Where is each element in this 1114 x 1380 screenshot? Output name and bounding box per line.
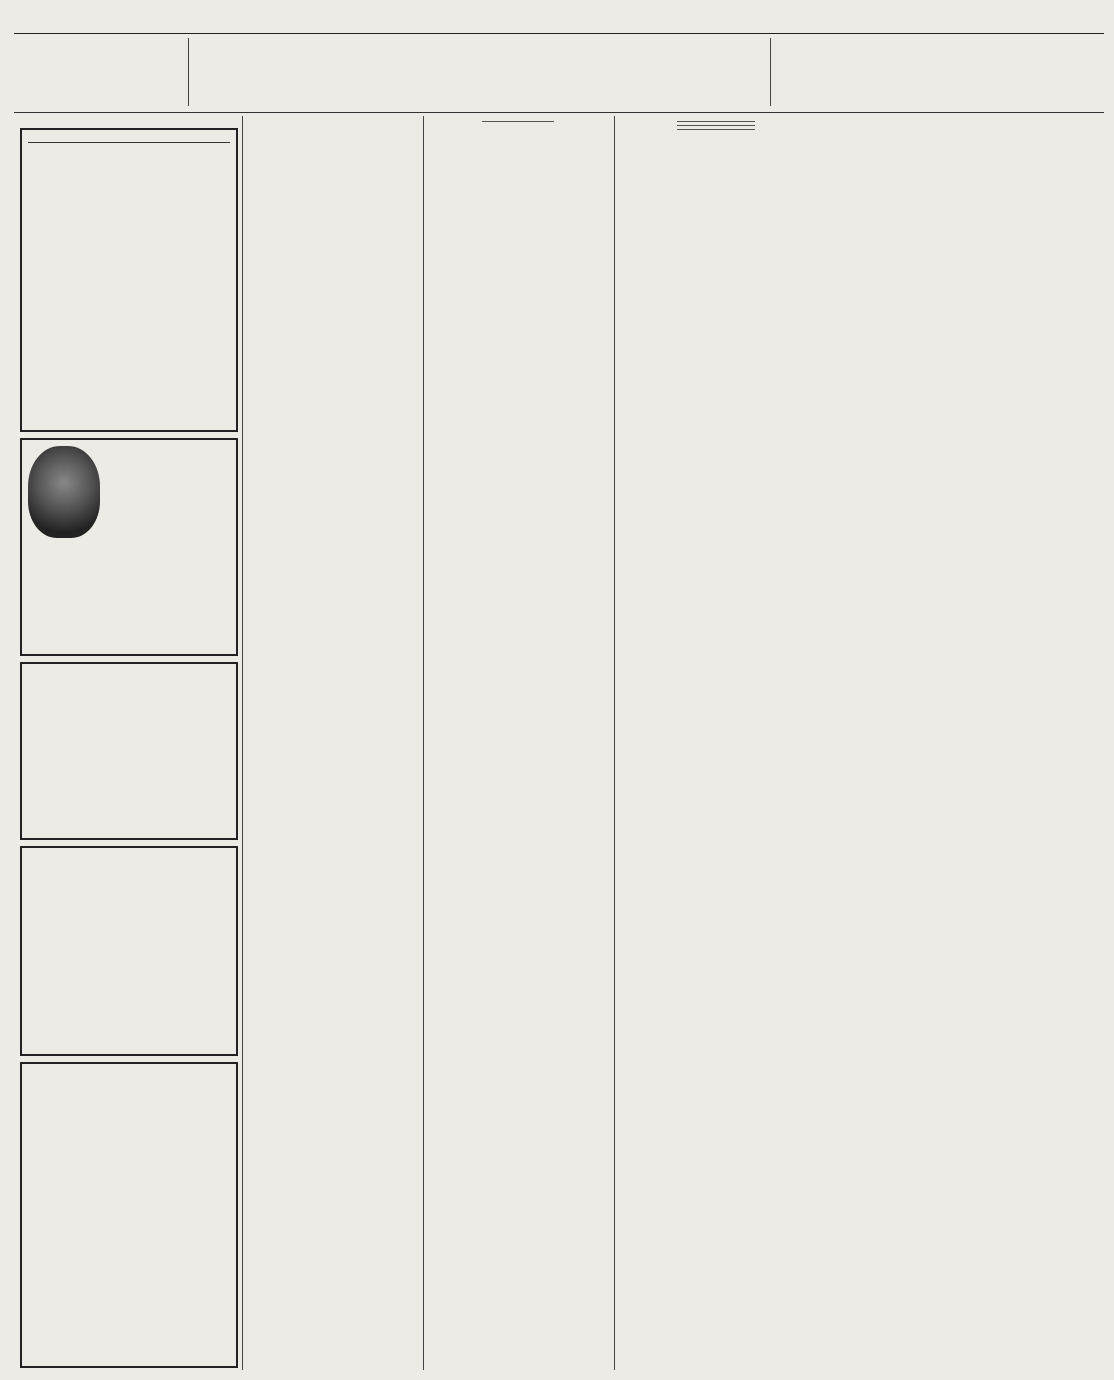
top-col-4 [606,38,766,108]
ambury-ad [20,438,238,656]
walters-ad [20,1062,238,1368]
mcgruers-ad [20,128,238,432]
martin-ad [20,846,238,1056]
top-col-3 [468,38,598,108]
howell-ad [20,662,238,840]
masthead [14,14,1104,34]
santa-claus-image [28,446,100,538]
hit-by-slump-column [618,118,814,1373]
top-col-1 [192,38,322,108]
womans-world-column [246,118,418,1373]
ccward-ad [820,50,1110,110]
top-col-2 [330,38,460,108]
kindergarten-column [427,118,609,1373]
